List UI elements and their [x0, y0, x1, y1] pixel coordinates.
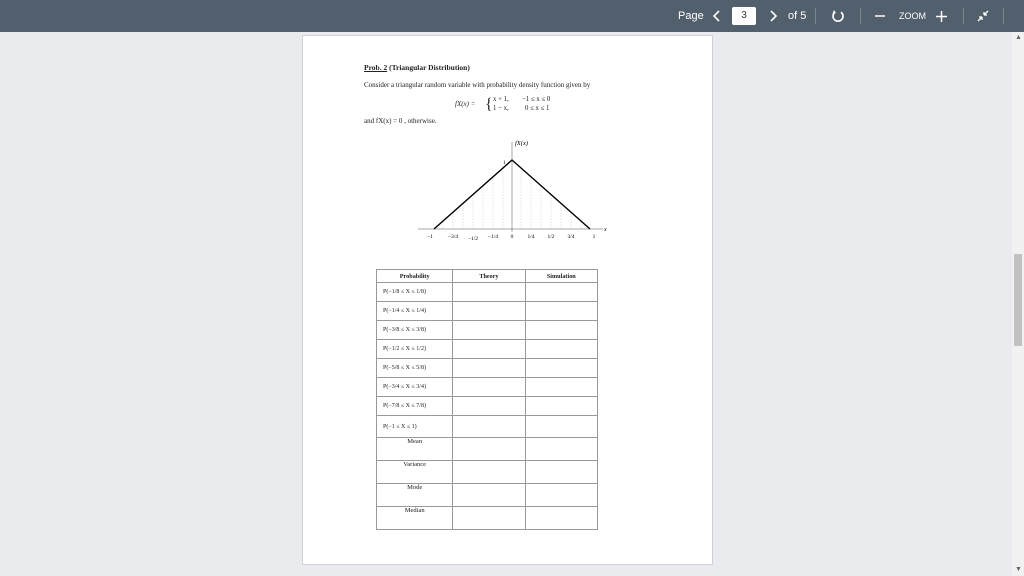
- column-header-simulation: Simulation: [525, 270, 597, 283]
- probability-cell: P(−5/8 ≤ X ≤ 5/8): [377, 359, 453, 378]
- zoom-out-button[interactable]: [873, 0, 887, 32]
- simulation-cell[interactable]: [525, 484, 597, 507]
- zoom-label: ZOOM: [899, 11, 926, 21]
- simulation-cell[interactable]: [525, 378, 597, 397]
- pdf-otherwise: and fX(x) = 0 , otherwise.: [364, 117, 437, 125]
- table-row: [377, 416, 598, 438]
- theory-cell[interactable]: [453, 397, 525, 416]
- problem-heading: [364, 63, 470, 72]
- tick-label: −1: [427, 234, 433, 240]
- tick-label: −1/2: [467, 236, 479, 242]
- probability-cell: P(−1/2 ≤ X ≤ 1/2): [377, 340, 453, 359]
- scrollbar-thumb[interactable]: [1014, 254, 1022, 346]
- table-row: [377, 397, 598, 416]
- theory-cell[interactable]: [453, 507, 525, 530]
- table-row: [377, 340, 598, 359]
- pdf-case1-expr: x + 1,: [493, 96, 509, 103]
- collapse-icon: [977, 10, 989, 22]
- simulation-cell[interactable]: [525, 283, 597, 302]
- tick-label: −1/4: [487, 234, 499, 240]
- page-number-input[interactable]: 3: [732, 7, 756, 25]
- pdf-page: [302, 35, 713, 565]
- toolbar-divider: [815, 8, 816, 24]
- probability-cell: P(−7/8 ≤ X ≤ 7/8): [377, 397, 453, 416]
- table-row: [377, 359, 598, 378]
- rotate-button[interactable]: [830, 0, 846, 32]
- simulation-cell[interactable]: [525, 507, 597, 530]
- chevron-right-icon: [768, 10, 778, 22]
- column-header-probability: Probability: [377, 270, 453, 283]
- triangle-pdf-graph: [413, 132, 613, 252]
- median-label: Median: [377, 507, 453, 530]
- x-axis-label: x: [604, 227, 607, 233]
- table-header-row: [377, 270, 598, 283]
- minus-icon: [875, 11, 885, 21]
- zoom-in-button[interactable]: [934, 0, 948, 32]
- mode-label: Mode: [377, 484, 453, 507]
- rotate-icon: [831, 9, 845, 23]
- table-row: [377, 283, 598, 302]
- mean-label: Mean: [377, 438, 453, 461]
- theory-cell[interactable]: [453, 416, 525, 438]
- probability-cell: P(−1 ≤ X ≤ 1): [377, 416, 453, 438]
- pdf-case2-cond: 0 ≤ x ≤ 1: [525, 105, 550, 112]
- theory-cell[interactable]: [453, 359, 525, 378]
- peak-label: 1: [503, 160, 506, 166]
- simulation-cell[interactable]: [525, 340, 597, 359]
- pdf-lhs: fX(x) =: [455, 100, 476, 108]
- pdf-case1-cond: −1 ≤ x ≤ 0: [522, 96, 551, 103]
- page-label: Page: [678, 10, 704, 22]
- variance-label: Variance: [377, 461, 453, 484]
- tick-label: 0: [510, 234, 514, 240]
- tick-label: 1/2: [547, 234, 555, 240]
- y-axis-label: fX(x): [515, 140, 528, 147]
- table-row: [377, 378, 598, 397]
- pdf-case2-expr: 1 − x,: [493, 105, 509, 112]
- fullscreen-button[interactable]: [975, 0, 991, 32]
- column-header-theory: Theory: [453, 270, 525, 283]
- x-tick-labels: [427, 234, 596, 242]
- tick-label: −3/4: [447, 234, 459, 240]
- table-row: [377, 461, 598, 484]
- toolbar-divider: [1003, 8, 1004, 24]
- table-row: [377, 321, 598, 340]
- problem-title: (Triangular Distribution): [389, 63, 470, 72]
- tick-label: 3/4: [567, 234, 575, 240]
- table-row: [377, 302, 598, 321]
- vertical-scrollbar[interactable]: [1012, 32, 1024, 576]
- plus-icon: [936, 11, 947, 22]
- theory-cell[interactable]: [453, 283, 525, 302]
- table-row: [377, 484, 598, 507]
- theory-cell[interactable]: [453, 340, 525, 359]
- prev-page-button[interactable]: [710, 0, 724, 32]
- table-row: [377, 507, 598, 530]
- theory-cell[interactable]: [453, 302, 525, 321]
- theory-cell[interactable]: [453, 378, 525, 397]
- probability-cell: P(−1/8 ≤ X ≤ 1/8): [377, 283, 453, 302]
- simulation-cell[interactable]: [525, 438, 597, 461]
- simulation-cell[interactable]: [525, 416, 597, 438]
- viewer-toolbar: [0, 0, 1024, 32]
- problem-number: Prob. 2: [364, 63, 388, 72]
- probability-cell: P(−1/4 ≤ X ≤ 1/4): [377, 302, 453, 321]
- theory-cell[interactable]: [453, 438, 525, 461]
- simulation-cell[interactable]: [525, 321, 597, 340]
- simulation-cell[interactable]: [525, 461, 597, 484]
- scroll-up-icon[interactable]: ▲: [1015, 34, 1022, 41]
- tick-label: 1/4: [527, 234, 535, 240]
- simulation-cell[interactable]: [525, 397, 597, 416]
- theory-cell[interactable]: [453, 461, 525, 484]
- problem-intro: Consider a triangular random variable with probability density function given by: [364, 81, 591, 89]
- simulation-cell[interactable]: [525, 359, 597, 378]
- chevron-left-icon: [712, 10, 722, 22]
- probability-cell: P(−3/8 ≤ X ≤ 3/8): [377, 321, 453, 340]
- page-count: of 5: [788, 10, 807, 22]
- scroll-down-icon[interactable]: ▼: [1015, 566, 1022, 573]
- theory-cell[interactable]: [453, 484, 525, 507]
- toolbar-divider: [860, 8, 861, 24]
- brace: {: [485, 96, 493, 113]
- simulation-cell[interactable]: [525, 302, 597, 321]
- theory-cell[interactable]: [453, 321, 525, 340]
- next-page-button[interactable]: [766, 0, 780, 32]
- table-row: [377, 438, 598, 461]
- tick-label: 1: [592, 234, 596, 240]
- probability-cell: P(−3/4 ≤ X ≤ 3/4): [377, 378, 453, 397]
- probability-table: [376, 269, 598, 530]
- toolbar-divider: [963, 8, 964, 24]
